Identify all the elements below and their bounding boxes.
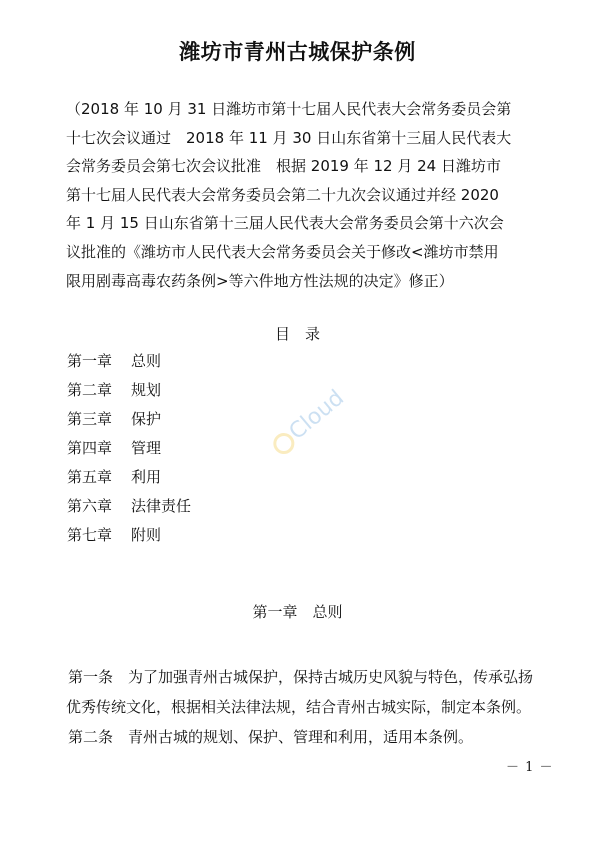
toc-chapter-number: 第六章 <box>67 497 113 515</box>
article-2-line-1: 第二条 青州古城的规划、保护、管理和利用，适用本条例。 <box>68 728 474 746</box>
toc-item <box>67 347 191 376</box>
toc-chapter-name: 利用 <box>131 468 162 486</box>
toc-item <box>67 492 191 521</box>
article-1-line-2: 优秀传统文化，根据相关法律法规，结合青州古城实际，制定本条例。 <box>66 698 532 716</box>
toc-chapter-number: 第三章 <box>67 410 113 428</box>
enactment-note-line: 第十七届人民代表大会常务委员会第二十九次会议通过并经 2020 <box>66 185 499 204</box>
enactment-note-line: （2018 年 10 月 31 日潍坊市第十七届人民代表大会常务委员会第 <box>66 100 512 118</box>
enactment-note-line: 会常务委员会第七次会议批准 根据 2019 年 12 月 24 日潍坊市 <box>66 157 501 176</box>
enactment-note-line: 十七次会议通过 2018 年 11 月 30 日山东省第十三届人民代表大 <box>66 128 512 147</box>
cloud-logo-icon <box>256 376 352 472</box>
toc-chapter-number: 第四章 <box>67 439 113 457</box>
toc-item <box>67 521 191 550</box>
chapter-heading: 第一章 总则 <box>252 603 343 621</box>
toc-chapter-number: 第七章 <box>67 526 113 544</box>
enactment-note-line: 议批准的《潍坊市人民代表大会常务委员会关于修改<潍坊市禁用 <box>66 242 499 261</box>
toc-item <box>67 434 191 463</box>
toc-chapter-name: 管理 <box>131 439 162 457</box>
enactment-note-line: 限用剧毒高毒农药条例>等六件地方性法规的决定》修正） <box>66 271 454 290</box>
toc-chapter-number: 第一章 <box>67 352 113 370</box>
toc-chapter-name: 法律责任 <box>131 497 192 515</box>
toc-heading: 目 录 <box>274 325 320 343</box>
toc-item <box>67 405 191 434</box>
toc-item <box>67 463 191 492</box>
toc-chapter-name: 规划 <box>131 381 162 399</box>
document-title: 潍坊市青州古城保护条例 <box>179 39 416 64</box>
enactment-note-line: 年 1 月 15 日山东省第十三届人民代表大会常务委员会第十六次会 <box>66 214 504 233</box>
table-of-contents <box>67 347 191 550</box>
page-number: － 1 － <box>506 760 554 775</box>
article-body <box>66 662 546 752</box>
watermark-text: Cloud <box>284 385 349 446</box>
toc-chapter-name: 保护 <box>131 410 162 428</box>
toc-chapter-name: 总则 <box>131 352 162 370</box>
toc-chapter-number: 第五章 <box>67 468 113 486</box>
toc-chapter-number: 第二章 <box>67 381 113 399</box>
enactment-note <box>66 95 534 295</box>
article-1-line-1: 第一条 为了加强青州古城保护，保持古城历史风貌与特色，传承弘扬 <box>68 668 534 686</box>
toc-chapter-name: 附则 <box>131 526 162 544</box>
toc-item <box>67 376 191 405</box>
